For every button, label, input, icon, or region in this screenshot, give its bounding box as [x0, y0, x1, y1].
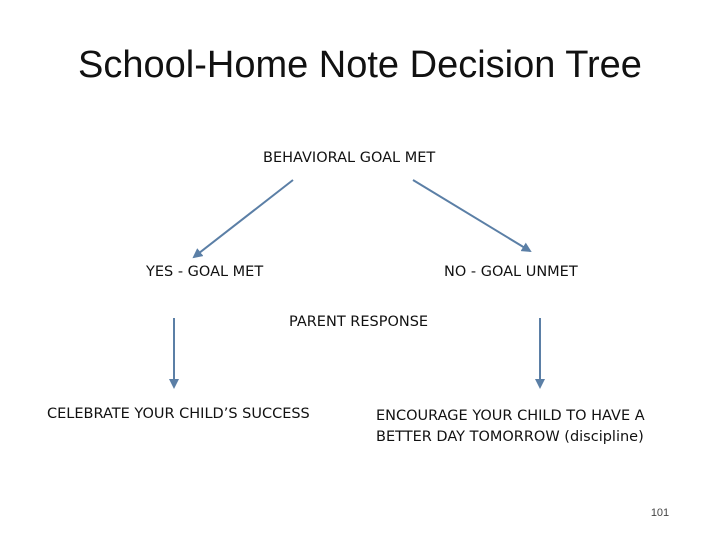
node-encourage-better-day: ENCOURAGE YOUR CHILD TO HAVE A BETTER DAY TOMORROW (discipline): [376, 408, 645, 445]
node-yes-goal-met: YES - GOAL MET: [146, 264, 264, 280]
node-celebrate-success: CELEBRATE YOUR CHILD’S SUCCESS: [47, 406, 310, 422]
arrow-root-to-yes: [194, 180, 293, 257]
slide-title: School-Home Note Decision Tree: [78, 44, 642, 86]
node-behavioral-goal-met: BEHAVIORAL GOAL MET: [263, 150, 436, 166]
node-parent-response: PARENT RESPONSE: [289, 314, 429, 330]
arrow-root-to-no: [413, 180, 530, 251]
node-no-goal-unmet: NO - GOAL UNMET: [444, 264, 578, 280]
page-number: 101: [650, 507, 670, 519]
